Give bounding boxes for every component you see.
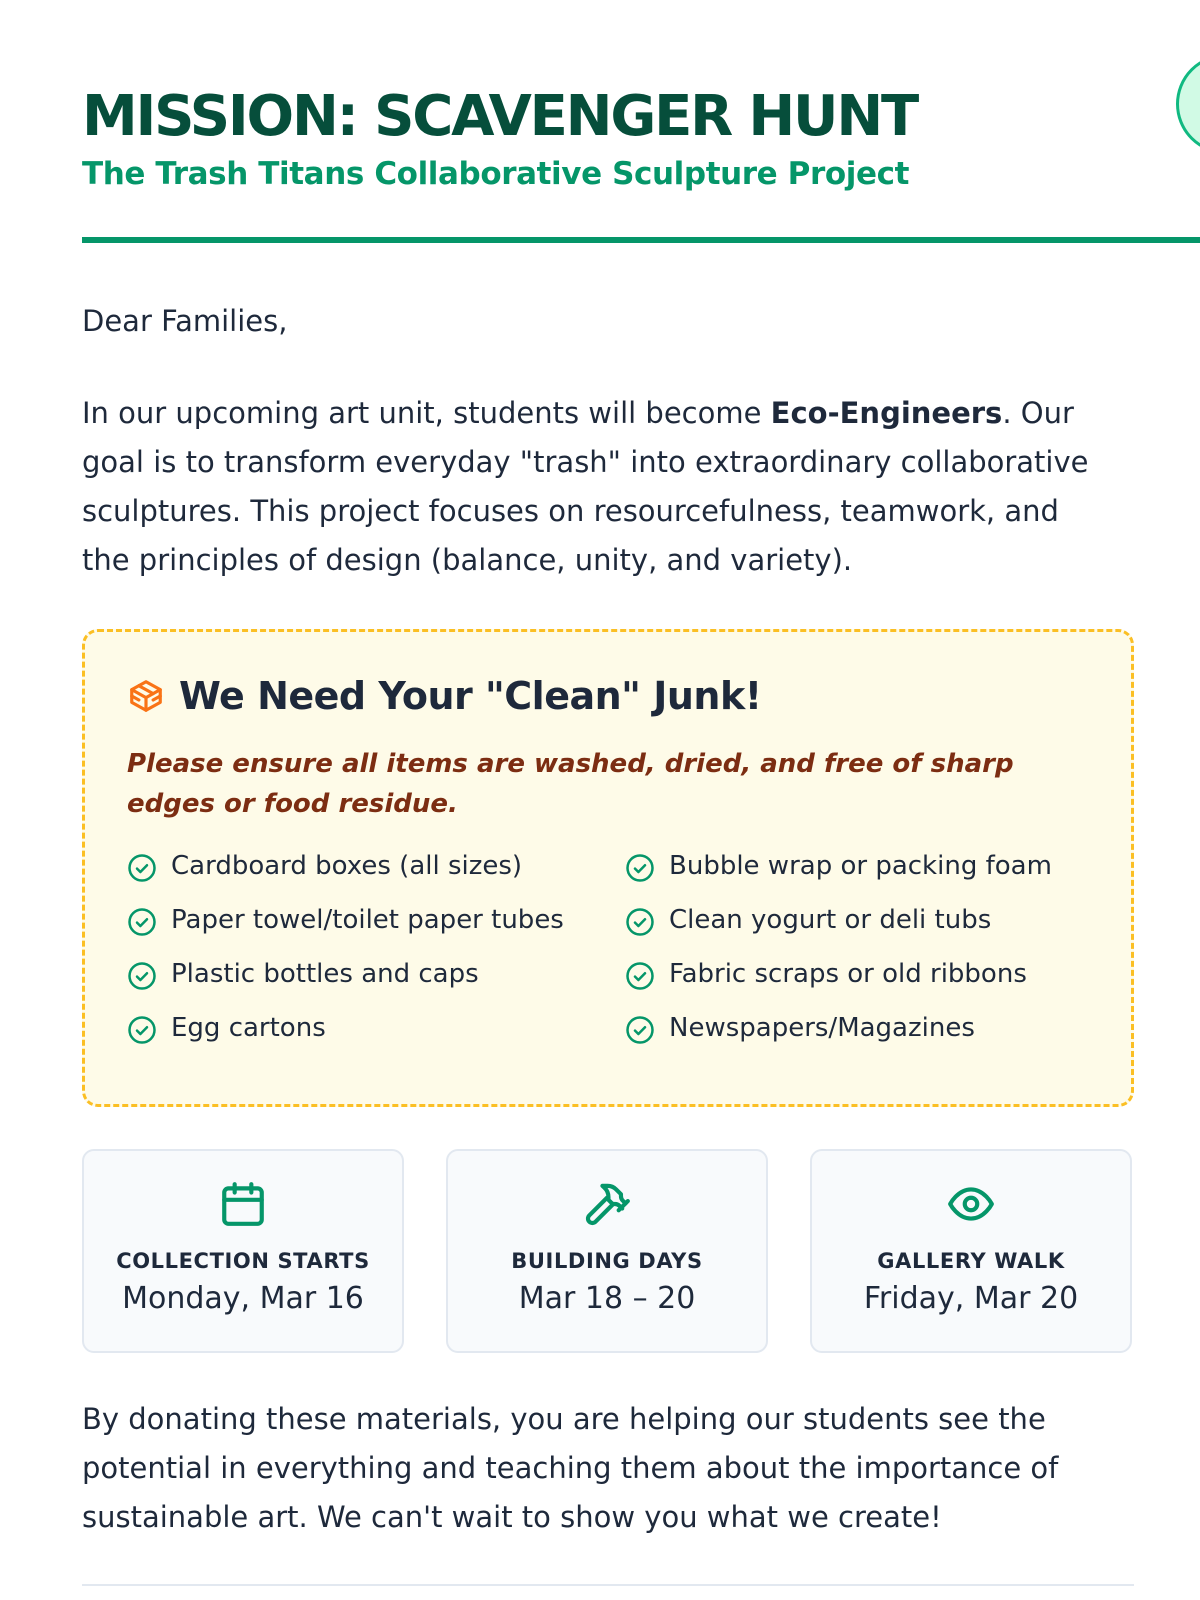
intro-text-end: . Our goal is to transform everyday "trash" into extraordinary collaborative sculptures. This project focuses on resourcefulness, teamwork, and the principles of design (balance, unity, and variety). xyxy=(82,396,1089,577)
check-circle-icon xyxy=(127,907,157,937)
donation-title: We Need Your "Clean" Junk! xyxy=(179,674,762,718)
list-item xyxy=(625,902,1085,938)
date-card-label: COLLECTION STARTS xyxy=(116,1249,370,1273)
intro-text-start: In our upcoming art unit, students will become xyxy=(82,396,771,430)
donation-list xyxy=(127,848,1089,1046)
donation-note: Please ensure all items are washed, dried, and free of sharp edges or food residue. xyxy=(127,749,1014,819)
list-item xyxy=(127,902,625,938)
check-circle-icon xyxy=(127,1015,157,1045)
eye-icon xyxy=(946,1179,996,1229)
date-card-value: Friday, Mar 20 xyxy=(863,1281,1079,1316)
list-item-label: Cardboard boxes (all sizes) xyxy=(171,851,523,881)
header xyxy=(82,0,1200,243)
date-card-gallery xyxy=(810,1149,1132,1353)
divider xyxy=(82,1584,1134,1586)
check-circle-icon xyxy=(625,1015,655,1045)
list-item xyxy=(127,848,625,884)
date-card-label: BUILDING DAYS xyxy=(511,1249,703,1273)
list-item-label: Plastic bottles and caps xyxy=(171,959,479,989)
list-item xyxy=(625,848,1085,884)
check-circle-icon xyxy=(625,907,655,937)
closing-paragraph: By donating these materials, you are helping our students see the potential in everything and teaching them about the importance of sustainable art. We can't wait to show you what we create! xyxy=(82,1402,1059,1534)
intro-paragraph xyxy=(82,389,1112,585)
list-item xyxy=(127,956,625,992)
check-circle-icon xyxy=(127,961,157,991)
list-item xyxy=(127,1010,625,1046)
calendar-icon xyxy=(218,1179,268,1229)
hammer-icon xyxy=(582,1179,632,1229)
check-circle-icon xyxy=(625,961,655,991)
box-icon xyxy=(127,677,165,715)
list-item xyxy=(625,1010,1085,1046)
key-dates xyxy=(82,1149,1134,1353)
donation-header xyxy=(127,674,1089,718)
date-card-label: GALLERY WALK xyxy=(877,1249,1065,1273)
list-item xyxy=(625,956,1085,992)
list-item-label: Paper towel/toilet paper tubes xyxy=(171,905,564,935)
list-item-label: Egg cartons xyxy=(171,1013,326,1043)
list-item-label: Clean yogurt or deli tubs xyxy=(669,905,992,935)
date-card-building xyxy=(446,1149,768,1353)
check-circle-icon xyxy=(625,853,655,883)
greeting: Dear Families, xyxy=(82,304,288,338)
page-title: MISSION: SCAVENGER HUNT xyxy=(82,84,917,149)
page-subtitle: The Trash Titans Collaborative Sculpture Project xyxy=(82,156,910,192)
date-card-value: Mar 18 – 20 xyxy=(518,1281,696,1316)
list-item-label: Newspapers/Magazines xyxy=(669,1013,975,1043)
check-circle-icon xyxy=(127,853,157,883)
list-item-label: Fabric scraps or old ribbons xyxy=(669,959,1027,989)
list-item-label: Bubble wrap or packing foam xyxy=(669,851,1052,881)
intro-highlight: Eco-Engineers xyxy=(770,396,1003,430)
donation-box xyxy=(82,629,1134,1107)
date-card-value: Monday, Mar 16 xyxy=(122,1281,364,1316)
date-card-collection xyxy=(82,1149,404,1353)
